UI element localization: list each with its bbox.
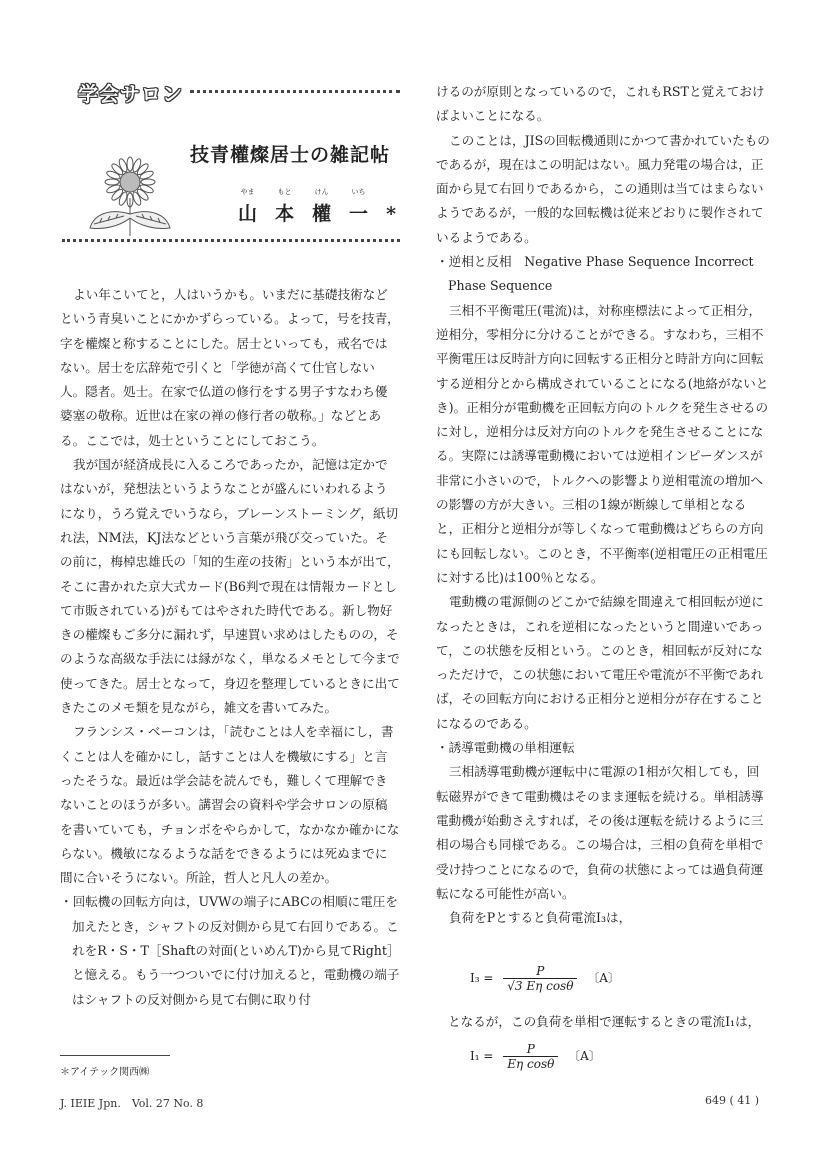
- section-label: 学会サロン: [78, 82, 183, 106]
- author-footnote-mark: *: [386, 203, 396, 225]
- left-paragraph: フランシス・ベーコンは，「読むことは人を幸福にし，書くことは人を確かにし，話すことは人を機敏にする」と言ったそうな。最近は学会誌を読んでも，難しくて理解できないことのほうが多い。講習会の資料や学会サロンの原稿を書いていても，チョンボをやらかして，なかなか確かにならない。機敏になるような話をできるようには死ぬまでに間に合いそうにない。所詮，哲人と凡人の差か。: [60, 724, 400, 886]
- formula-i1-numerator: P: [503, 1042, 558, 1057]
- footnote-rule: [60, 1055, 170, 1056]
- left-paragraph: ・回転機の回転方向は，UVWの端子にABCの相順に電圧を加えたとき，シャフトの反対側から見て右回りである。これをR・S・T［Shaftの対面(といめんT)から見てRight］と憶える。もう一つついでに付け加えると，電動機の端子はシャフトの反対側から見て右側に取り付: [60, 894, 400, 1007]
- author-ruby: もと: [277, 188, 292, 196]
- formula-i1-unit: 〔A〕: [568, 1049, 601, 1063]
- formula-i1-denominator: Eη cosθ: [507, 1057, 555, 1071]
- right-paragraph: このことは，JISの回転機通則にかつて書かれていたものであるが，現在はこの明記はない。風力発電の場合は，正面から見て右回りであるから，この通則は当てはまらないようであるが，一般的な回転機は従来どおりに製作されているようである。: [436, 132, 770, 245]
- page-number: 649 ( 41 ): [705, 1094, 760, 1107]
- left-paragraph: 我が国が経済成長に入るころであったか，記憶は定かではないが，発想法というようなことが盛んにいわれるようになり，うろ覚えでいうなら，ブレーンストーミング，紙切れ法，NM法，KJ法などという言葉が飛び交っていた。その前に，梅棹忠雄氏の「知的生産の技術」という本が出て，そこに書かれた京大式カード(B6判で現在は情報カードとして市販されている)がもてはやされた時代である。新し物好きの權燦もご多分に漏れず，早速買い求めはしたものの，そのような高級な手法には縁がなく，単なるメモとして今まで使ってきた。居士となって，身辺を整理しているときに出てきたこのメモ類を見ながら，雑文を書いてみた。: [60, 457, 400, 716]
- formula-i3-unit: 〔A〕: [587, 971, 620, 985]
- journal-footer: J. IEIE Jpn. Vol. 27 No. 8: [60, 1097, 204, 1110]
- formula-i3-lhs: I₃ =: [470, 971, 494, 985]
- article-title: 技青權燦居士の雑記帖: [190, 144, 391, 166]
- author-char: やま 山: [238, 188, 258, 225]
- left-paragraph: よい年こいてと，人はいうかも。いまだに基礎技術などという青臭いことにかかずらっている。よって，号を技青，字を權燦と称することにした。居士といっても，戒名ではない。居士を広辞苑で引くと「学徳が高くて仕官しない人。隠者。処士。在家で仏道の修行をする男子すなわち優婆塞の敬称。近世は在家の禅の修行者の敬称。」などとある。ここでは，処士ということにしておこう。: [60, 287, 400, 448]
- right-paragraph: ・誘導電動機の単相運転: [436, 740, 575, 756]
- author-char: もと 本: [275, 188, 295, 225]
- formula-connector-text: となるが，この負荷を単相で運転するときの電流I₁は，: [448, 1014, 761, 1029]
- formula-i3-numerator: P: [503, 964, 577, 979]
- footnote: ＊アイテック関西㈱: [60, 1067, 150, 1078]
- right-paragraph: けるのが原則となっているので，これもRSTと覚えておけばよいことになる。: [436, 84, 765, 124]
- sunflower-illustration: [80, 148, 180, 238]
- right-paragraph: 三相不平衡電圧(電流)は，対称座標法によって正相分，逆相分，零相分に分けることができる。すなわち，三相不平衡電圧は反時計方向に回転する正相分と時計方向に回転する逆相分とから構成されていることになる(地絡がないとき)。正相分が電動機を正回転方向のトルクを発生させるのに対し，逆相分は反対方向のトルクを発生させることになる。実際には誘導電動機においては逆相インピーダンスが非常に小さいので，トルクへの影響より逆相電流の増加への影響の方が大きい。三相の1線が断線して単相となると，正相分と逆相分が等しくなって電動機はどちらの方向にも回転しない。このとき，不平衡率(逆相電圧の正相電圧に対する比)は100％となる。: [436, 302, 769, 585]
- formula-i1-lhs: I₁ =: [470, 1049, 494, 1063]
- author-char: けん 權: [312, 188, 332, 225]
- formula-i1: [470, 1042, 601, 1071]
- header-rule-top: [190, 90, 400, 93]
- author-ruby: けん: [314, 188, 329, 196]
- formula-i3: [470, 964, 620, 993]
- right-paragraph: 負荷をPとすると負荷電流I₃は，: [449, 910, 632, 926]
- formula-i3-denominator: √3 Eη cosθ: [507, 979, 574, 993]
- right-paragraph: 電動機の電源側のどこかで結線を間違えて相回転が逆になったときは，これを逆相になったというと間違いであって，この状態を反相という。このとき，相回転が反対になっただけで，この状態において電圧や電流が不平衡であれば，その回転方向における正相分と逆相分が存在することになるのである。: [436, 594, 764, 731]
- left-column: [60, 283, 400, 1012]
- right-paragraph: 三相誘導電動機が運転中に電源の1相が欠相しても，回転磁界ができて電動機はそのまま運転を続ける。単相誘導電動機が始動さえすれば，その後は運転を続けるように三相の場合も同様である。この場合は，三相の負荷を単相で受け持つことになるので，負荷の状態によっては過負荷運転になる可能性が高い。: [436, 764, 764, 901]
- author-ruby: いち: [351, 188, 366, 196]
- author-ruby: やま: [240, 188, 255, 196]
- header-rule-bottom: [62, 239, 400, 242]
- right-paragraph: ・逆相と反相 Negative Phase Sequence Incorrect Phase Sequence: [436, 254, 754, 294]
- author-name: [238, 188, 396, 226]
- author-char: いち 一: [349, 188, 369, 225]
- right-column: [436, 80, 771, 930]
